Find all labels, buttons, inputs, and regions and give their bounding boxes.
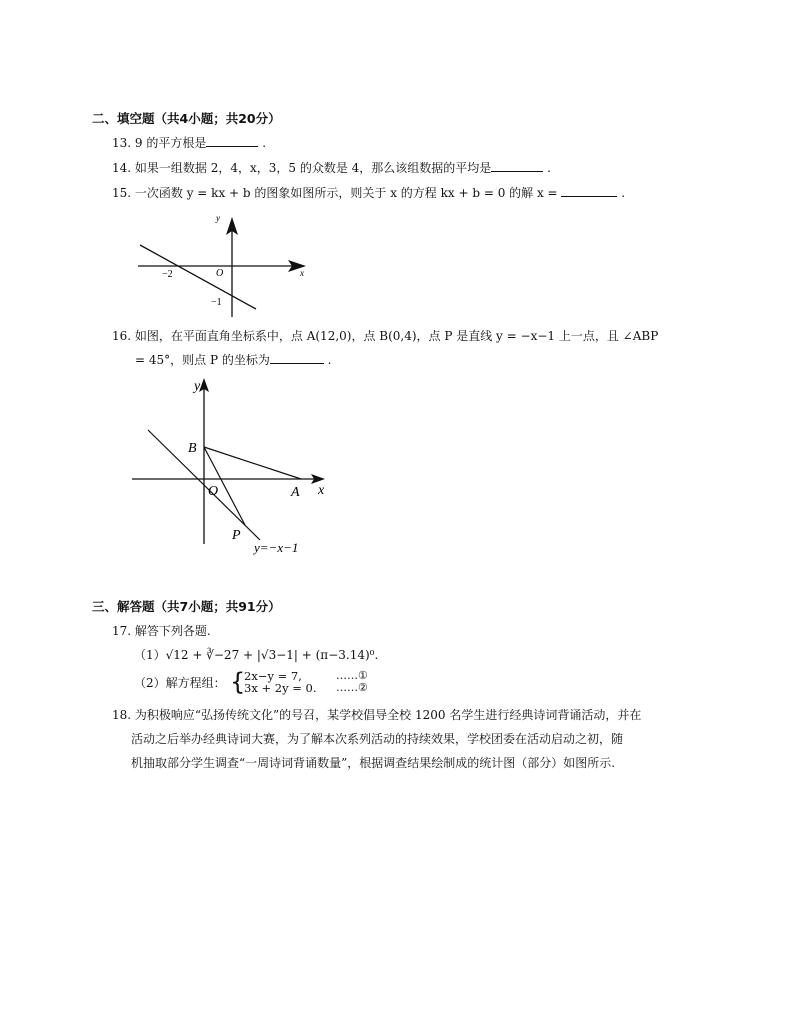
- question-14: [112, 159, 551, 177]
- question-17: 17. 解答下列各题.: [112, 624, 211, 638]
- x-intercept-label: −2: [162, 269, 173, 280]
- answer-blank: [206, 134, 258, 147]
- figure-q16-graph: [128, 372, 343, 564]
- x-axis-label: x: [300, 268, 304, 278]
- question-13: [112, 134, 266, 152]
- answer-blank: [561, 184, 617, 197]
- answer-blank: [270, 351, 324, 364]
- equation-2-marker: ……②: [336, 681, 368, 694]
- question-16-line-1: 16. 如图，在平面直角坐标系中，点 A(12,0)，点 B(0,4)，点 P 是直线 y = −x−1 上一点，且 ∠ABP: [112, 329, 659, 343]
- line-equation-label: y=−x−1: [254, 540, 299, 555]
- question-14-text: 14. 如果一组数据 2，4，x，3，5 的众数是 4，那么该组数据的平均是: [112, 161, 492, 175]
- question-17-part-1: （1）√12 + ∛−27 + |√3−1| + (π−3.14)⁰.: [134, 648, 379, 662]
- answer-blank: [491, 159, 543, 172]
- section-title-answer: 三、解答题（共7小题；共91分）: [92, 599, 281, 614]
- figure-q15-graph: [128, 205, 318, 320]
- origin-label: O: [216, 268, 224, 279]
- left-brace-icon: {: [230, 668, 246, 696]
- period: .: [547, 161, 551, 175]
- question-15-text: 15. 一次函数 y = kx + b 的图象如图所示，则关于 x 的方程 kx + b = 0 的解 x =: [112, 186, 558, 200]
- equation-1: 2x−y = 7,: [244, 669, 302, 683]
- x-axis-label: x: [318, 483, 325, 498]
- part-2-prefix: （2）解方程组：: [134, 676, 226, 690]
- period: .: [262, 136, 267, 150]
- point-P-label: P: [232, 528, 241, 543]
- question-18-line-1: 18. 为积极响应“弘扬传统文化”的号召，某学校倡导全校 1200 名学生进行经典诗词背诵活动，并在: [112, 708, 642, 722]
- question-16-text: = 45°，则点 P 的坐标为: [135, 353, 270, 367]
- point-B-label: B: [188, 441, 197, 456]
- question-13-text: 13. 9 的平方根是: [112, 136, 207, 150]
- equation-2: 3x + 2y = 0.: [244, 681, 317, 695]
- origin-label: O: [208, 484, 219, 499]
- question-18-line-3: 机抽取部分学生调查“一周诗词背诵数量”，根据调查结果绘制成的统计图（部分）如图所示.: [131, 756, 616, 770]
- question-16-line-2: [135, 351, 332, 369]
- equation-1-marker: ……①: [336, 669, 368, 682]
- point-A-label: A: [291, 485, 300, 500]
- period: .: [327, 353, 332, 367]
- question-15: [112, 184, 625, 202]
- y-axis-label: y: [216, 213, 220, 223]
- function-line: [140, 245, 256, 309]
- question-18-line-2: 活动之后举办经典诗词大赛，为了解本次系列活动的持续效果，学校团委在活动启动之初，随: [131, 732, 624, 746]
- period: .: [621, 186, 626, 200]
- y-axis-label: y: [194, 379, 201, 394]
- section-title-fill-in: 二、填空题（共4小题；共20分）: [92, 111, 281, 126]
- y-intercept-label: −1: [211, 297, 222, 308]
